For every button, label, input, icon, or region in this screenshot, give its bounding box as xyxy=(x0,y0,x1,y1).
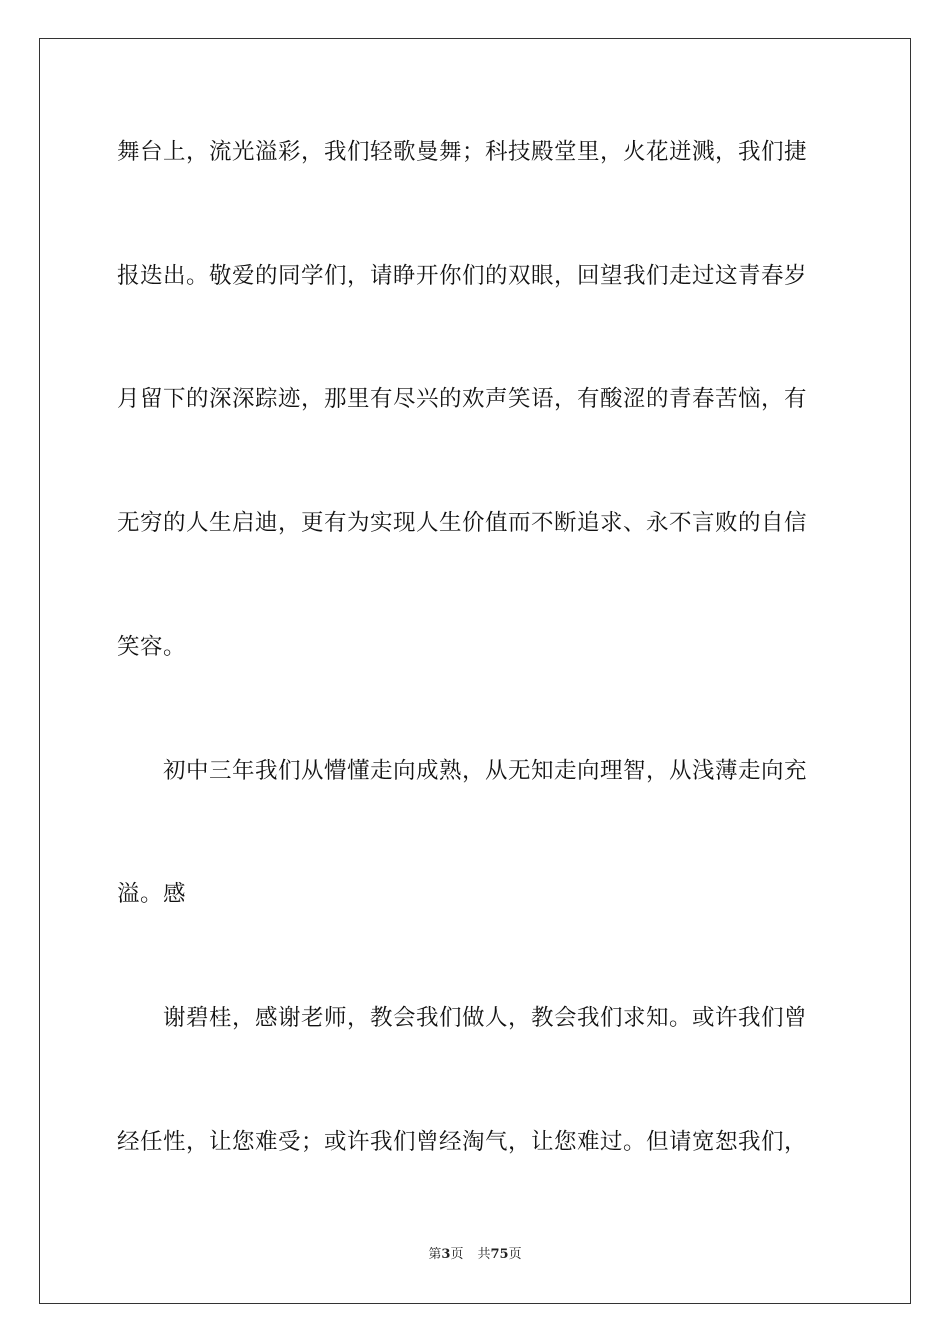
text-line-6: 初中三年我们从懵懂走向成熟，从无知走向理智，从浅薄走向充 xyxy=(163,758,808,784)
page-border xyxy=(39,38,911,1304)
text-line-7: 溢。感 xyxy=(117,881,187,907)
total-prefix: 共 xyxy=(477,1247,491,1262)
text-line-9: 经任性，让您难受；或许我们曾经淘气，让您难过。但请宽恕我们， xyxy=(117,1129,808,1155)
text-line-4: 无穷的人生启迪，更有为实现人生价值而不断追求、永不言败的自信 xyxy=(117,510,808,536)
page-prefix: 第 xyxy=(428,1247,442,1262)
text-line-3: 月留下的深深踪迹，那里有尽兴的欢声笑语，有酸涩的青春苦恼，有 xyxy=(117,386,808,412)
text-line-5: 笑容。 xyxy=(117,634,187,660)
text-line-2: 报迭出。敬爱的同学们，请睁开你们的双眼，回望我们走过这青春岁 xyxy=(117,263,808,289)
text-line-8: 谢碧桂，感谢老师，教会我们做人，教会我们求知。或许我们曾 xyxy=(163,1005,808,1031)
page-suffix: 页 xyxy=(450,1247,464,1262)
total-suffix: 页 xyxy=(508,1247,522,1262)
page-number: 3 xyxy=(441,1247,451,1262)
total-pages: 75 xyxy=(490,1247,509,1262)
text-line-1: 舞台上，流光溢彩，我们轻歌曼舞；科技殿堂里，火花迸溅，我们捷 xyxy=(117,139,808,165)
page-footer xyxy=(0,1246,950,1264)
